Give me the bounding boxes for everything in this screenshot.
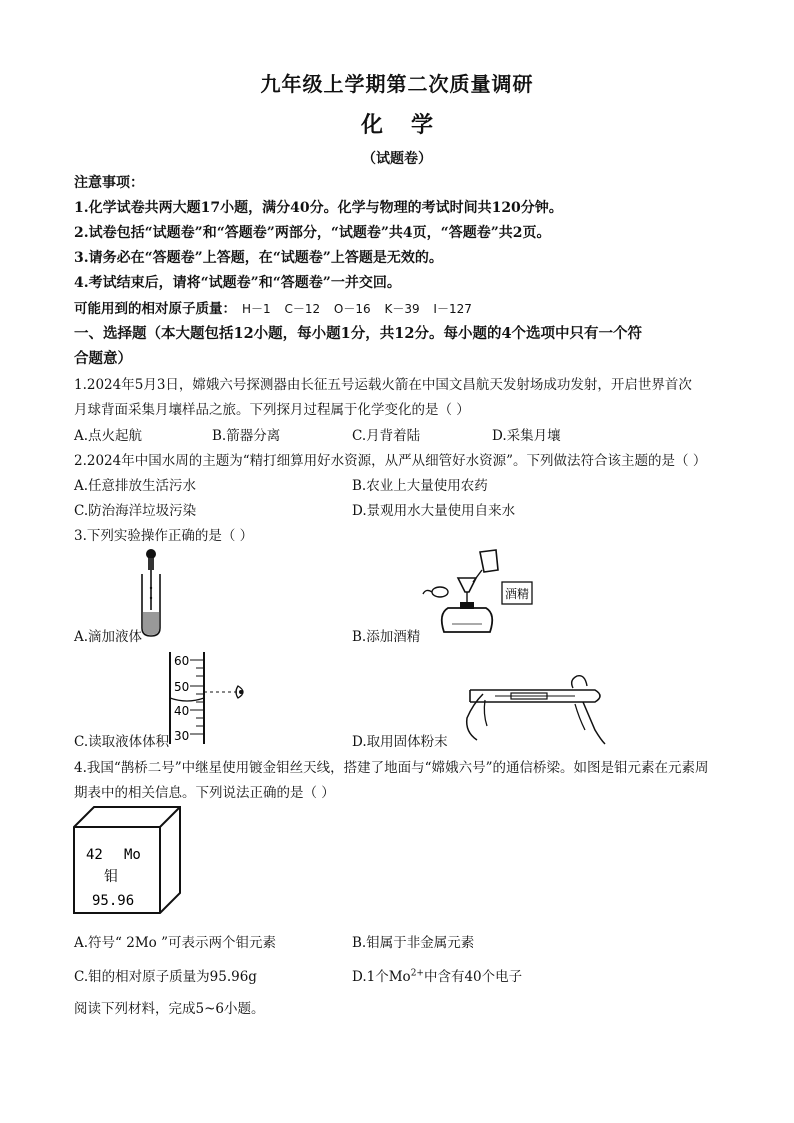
paper-type: （试题卷） <box>362 151 432 167</box>
q1-option-d: D.采集月壤 <box>492 428 561 444</box>
element-name: 钼 <box>104 869 118 885</box>
q1-option-b: B.箭器分离 <box>212 428 281 444</box>
q4-option-d-charge: 2+ <box>410 968 424 979</box>
q4-option-c: C.钼的相对原子质量为95.96g <box>74 969 257 985</box>
subject-title <box>0 108 794 139</box>
note-item: 2.试卷包括“试题卷”和“答题卷”两部分，“试题卷”共4页，“答题卷”共2页。 <box>74 225 551 241</box>
element-atomic-number: 42 <box>86 847 103 863</box>
note-item: 3.请务必在“答题卷”上答题，在“试题卷”上答题是无效的。 <box>74 250 443 266</box>
q2-option-c: C.防治海洋垃圾污染 <box>74 503 197 519</box>
alcohol-lamp-figure <box>418 548 533 638</box>
question-3-stem: 3.下列实验操作正确的是（ ） <box>74 528 254 544</box>
powder-test-tube-figure <box>455 670 610 745</box>
q4-option-d-suffix: 中含有40个电子 <box>423 969 523 985</box>
question-2-stem: 2.2024年中国水周的主题为“精打细算用好水资源，从严从细管好水资源”。下列做法符合该主题的是（ ） <box>74 453 707 469</box>
element-atomic-mass: 95.96 <box>92 893 135 909</box>
q2-option-b: B.农业上大量使用农药 <box>352 478 488 494</box>
q3-option-c: C.读取液体体积 <box>74 734 170 750</box>
element-symbol: Mo <box>124 847 141 863</box>
question-4-stem: 4.我国“鹊桥二号”中继星使用镀金钼丝天线，搭建了地面与“嫦娥六号”的通信桥梁。如图是钼元素在元素周 <box>74 760 709 776</box>
graduated-cylinder-figure <box>164 652 259 744</box>
question-4-stem-cont: 期表中的相关信息。下列说法正确的是（ ） <box>74 785 335 801</box>
atomic-masses-values: H－1 C－12 O－16 K－39 I－127 <box>242 302 472 316</box>
page-title: 九年级上学期第二次质量调研 <box>260 72 534 96</box>
q3-option-a: A.滴加液体 <box>74 629 143 645</box>
q4-option-a: A.符号“ 2Mo ”可表示两个钼元素 <box>74 935 276 951</box>
note-item: 1.化学试卷共两大题17小题，满分40分。化学与物理的考试时间共120分钟。 <box>74 200 563 216</box>
section-heading-cont: 合题意） <box>74 350 132 367</box>
q4-option-d-prefix: D.1个Mo <box>352 969 411 985</box>
lamp-label: 酒精 <box>504 587 530 601</box>
q3-option-b: B.添加酒精 <box>352 629 421 645</box>
cylinder-tick-label: 30 <box>174 729 190 743</box>
q4-option-b: B.钼属于非金属元素 <box>352 935 475 951</box>
cylinder-tick-label: 40 <box>174 704 190 718</box>
q1-option-c: C.月背着陆 <box>352 428 421 444</box>
material-instruction: 阅读下列材料，完成5~6小题。 <box>74 1001 265 1017</box>
q4-option-d <box>352 965 522 985</box>
cylinder-tick-label: 50 <box>174 680 190 694</box>
question-1-stem: 1.2024年5月3日，嫦娥六号探测器由长征五号运载火箭在中国文昌航天发射场成功发射，开启世界首次 <box>74 377 692 393</box>
notes-heading: 注意事项： <box>74 175 144 191</box>
question-1-stem-cont: 月球背面采集月壤样品之旅。下列探月过程属于化学变化的是（ ） <box>74 402 470 418</box>
subject-char-2: 学 <box>411 112 434 138</box>
q3-option-d: D.取用固体粉末 <box>352 734 448 750</box>
atomic-masses-label: 可能用到的相对原子质量： <box>74 301 236 317</box>
section-heading: 一、选择题（本大题包括12小题，每小题1分，共12分。每小题的4个选项中只有一个符 <box>74 325 643 342</box>
q2-option-d: D.景观用水大量使用自来水 <box>352 503 516 519</box>
q1-option-a: A.点火起航 <box>74 428 143 444</box>
note-item: 4.考试结束后，请将“试题卷”和“答题卷”一并交回。 <box>74 275 401 291</box>
periodic-element-cube <box>72 805 184 917</box>
atomic-masses <box>74 297 472 317</box>
q2-option-a: A.任意排放生活污水 <box>74 478 197 494</box>
subject-char-1: 化 <box>360 112 383 138</box>
cylinder-tick-label: 60 <box>174 654 190 668</box>
